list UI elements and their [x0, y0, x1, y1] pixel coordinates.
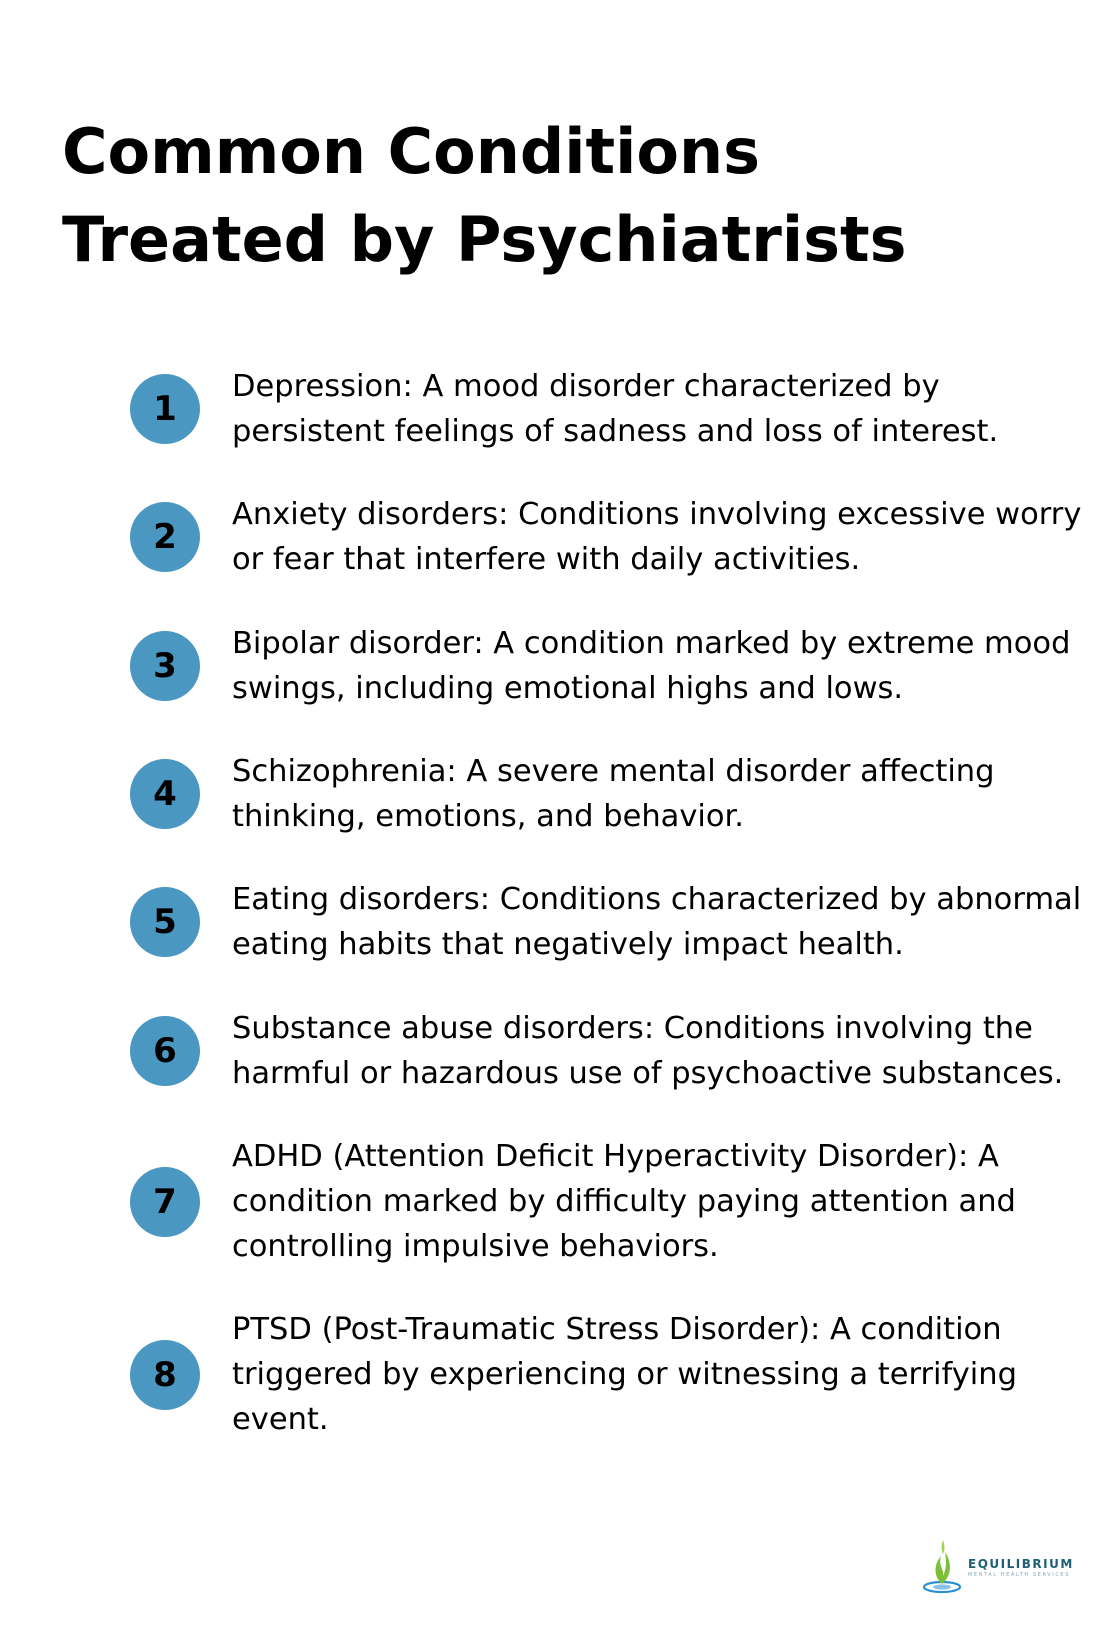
- number-badge: 2: [130, 502, 200, 572]
- number-badge: 1: [130, 374, 200, 444]
- logo-name: EQUILIBRIUM: [968, 1556, 1074, 1571]
- condition-text: Bipolar disorder: A condition marked by extreme mood swings, including emotional highs and lows.: [232, 626, 1071, 706]
- number-badge: 5: [130, 887, 200, 957]
- logo-text: [968, 1557, 1074, 1578]
- number-badge: 3: [130, 631, 200, 701]
- list-item: [130, 877, 1090, 967]
- number-badge: 6: [130, 1016, 200, 1086]
- number-badge: 4: [130, 759, 200, 829]
- number-badge: 7: [130, 1167, 200, 1237]
- number-badge: 8: [130, 1340, 200, 1410]
- list-item: [130, 621, 1090, 711]
- condition-text: ADHD (Attention Deficit Hyperactivity Disorder): A condition marked by difficulty paying attention and controlling impulsive behaviors.: [232, 1139, 1016, 1264]
- condition-text: PTSD (Post-Traumatic Stress Disorder): A condition triggered by experiencing or witnessing a terrifying event.: [232, 1312, 1017, 1437]
- list-item: [130, 1307, 1090, 1442]
- list-item: [130, 749, 1090, 839]
- condition-text: Anxiety disorders: Conditions involving excessive worry or fear that interfere with daily activities.: [232, 497, 1082, 577]
- list-item: [130, 492, 1090, 582]
- list-item: [130, 1134, 1090, 1269]
- flame-drop-logo-icon: [922, 1538, 962, 1596]
- condition-text: Substance abuse disorders: Conditions involving the harmful or hazardous use of psychoactive substances.: [232, 1011, 1064, 1091]
- condition-text: Schizophrenia: A severe mental disorder affecting thinking, emotions, and behavior.: [232, 754, 995, 834]
- logo: [922, 1538, 1072, 1596]
- condition-text: Depression: A mood disorder characterized by persistent feelings of sadness and loss of interest.: [232, 369, 999, 449]
- condition-text: Eating disorders: Conditions characterized by abnormal eating habits that negatively impact health.: [232, 882, 1082, 962]
- list-item: [130, 1006, 1090, 1096]
- page-title: Common Conditions Treated by Psychiatrists: [62, 115, 907, 276]
- logo-tagline: MENTAL HEALTH SERVICES: [968, 1571, 1070, 1578]
- list-item: [130, 364, 1090, 454]
